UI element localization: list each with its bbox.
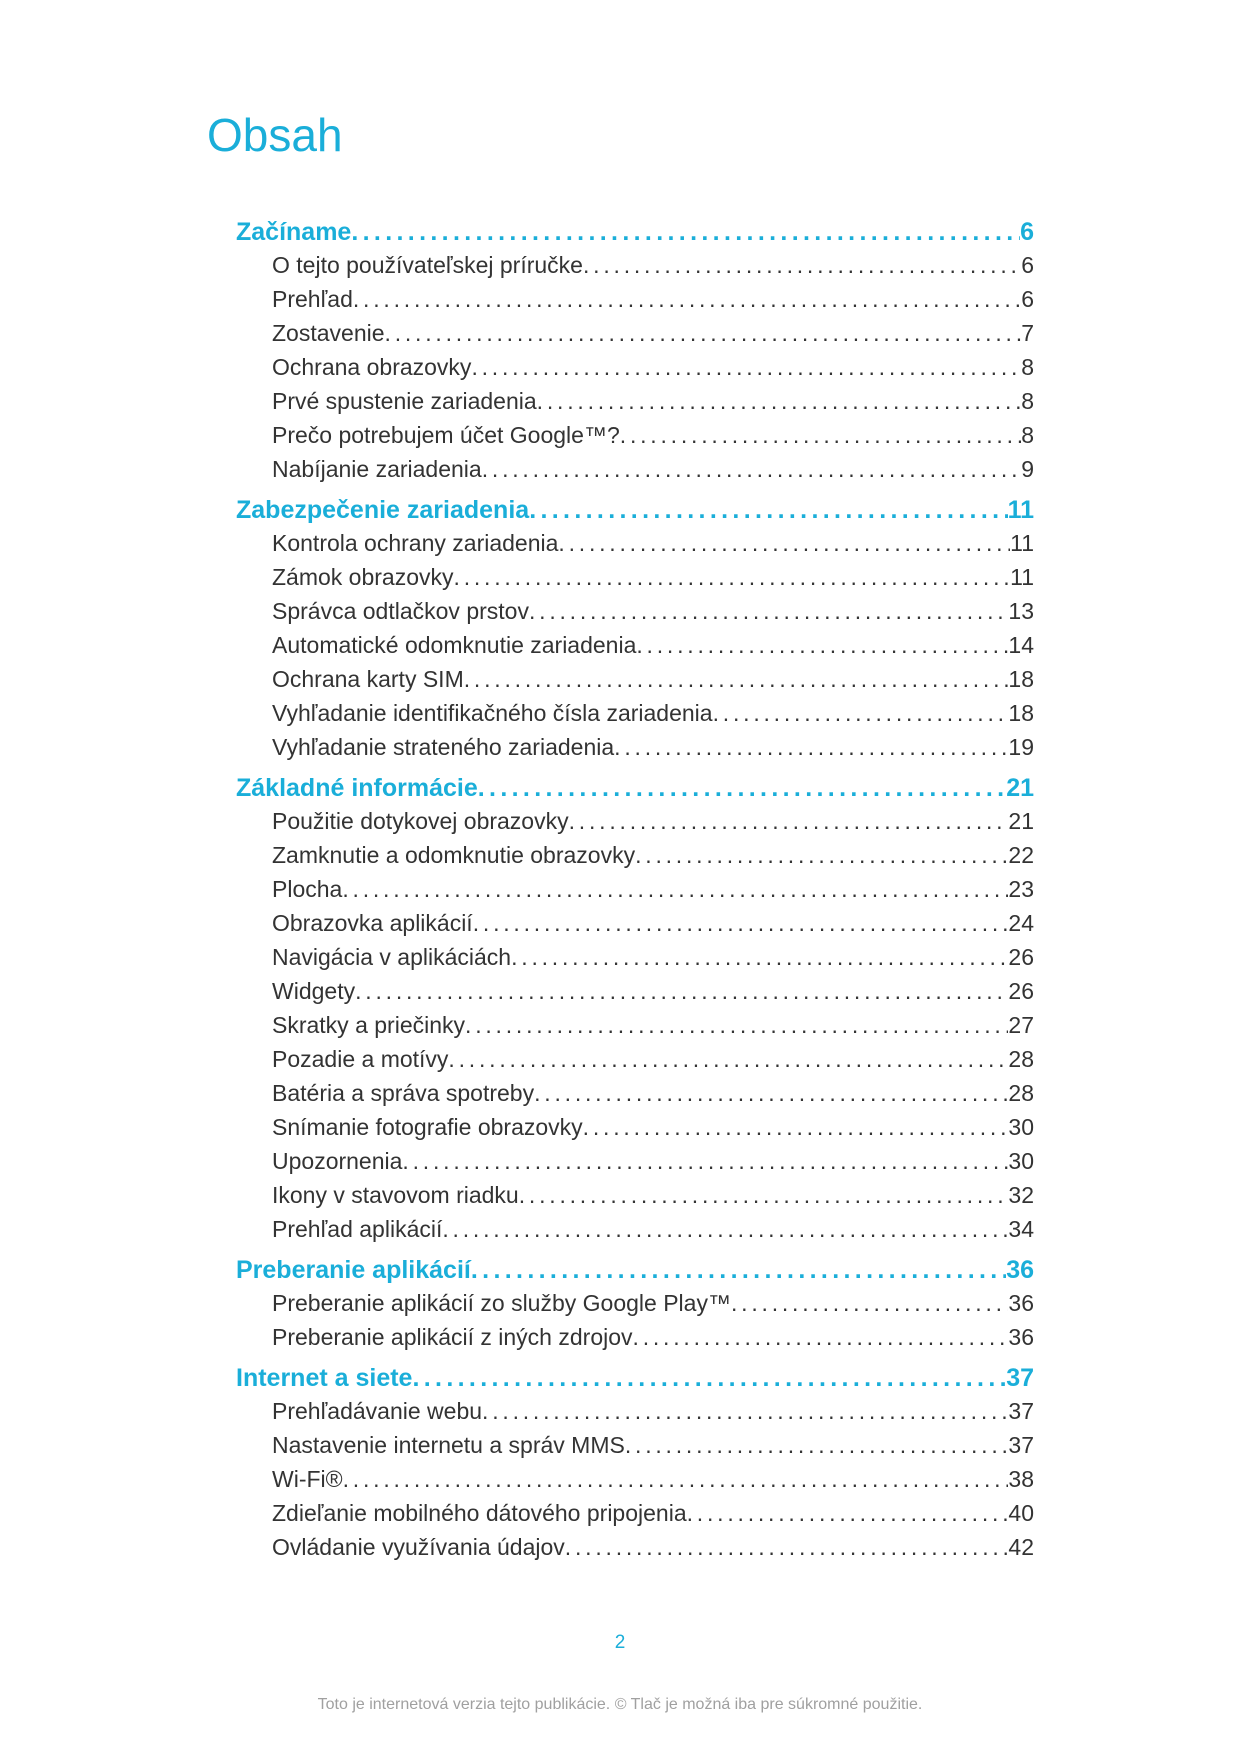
toc-entry[interactable]	[236, 1080, 1034, 1114]
dot-leader	[558, 530, 1010, 557]
toc-entry[interactable]	[236, 1324, 1034, 1358]
toc-entry-page: 7	[1021, 320, 1034, 346]
toc-entry-page: 23	[1008, 876, 1034, 902]
dot-leader	[353, 286, 1021, 313]
toc-entry-page: 30	[1008, 1114, 1034, 1140]
toc-entry-label: Použitie dotykovej obrazovky	[272, 808, 569, 834]
toc-entry-label: Správca odtlačkov prstov	[272, 598, 529, 624]
toc-entry-page: 37	[1008, 1398, 1034, 1424]
toc-entry-label: Vyhľadanie strateného zariadenia	[272, 734, 615, 760]
dot-leader	[537, 388, 1022, 415]
dot-leader	[534, 1080, 1008, 1107]
toc-entry[interactable]	[236, 734, 1034, 768]
dot-leader	[471, 354, 1021, 381]
toc-chapter-page: 36	[1006, 1256, 1034, 1284]
dot-leader	[464, 666, 1009, 693]
toc-chapter-label: Základné informácie	[236, 774, 478, 802]
toc-entry[interactable]	[236, 1398, 1034, 1432]
toc-entry-label: Prehľad aplikácií	[272, 1216, 443, 1242]
toc-entry-page: 8	[1021, 388, 1034, 414]
toc-entry-label: Preberanie aplikácií zo služby Google Play™	[272, 1290, 731, 1316]
dot-leader	[635, 842, 1008, 869]
toc-entry-label: Zostavenie	[272, 320, 385, 346]
toc-entry[interactable]	[236, 1148, 1034, 1182]
toc-entry-page: 32	[1008, 1182, 1034, 1208]
toc-entry[interactable]	[236, 632, 1034, 666]
toc-chapter-label: Internet a siete	[236, 1364, 413, 1392]
toc-entry-page: 11	[1010, 564, 1034, 590]
toc-entry-page: 24	[1008, 910, 1034, 936]
toc-entry-page: 36	[1008, 1324, 1034, 1350]
toc-entry-page: 8	[1021, 422, 1034, 448]
toc-entry[interactable]	[236, 286, 1034, 320]
dot-leader	[636, 632, 1008, 659]
toc-entry-label: Widgety	[272, 978, 356, 1004]
footer-note: Toto je internetová verzia tejto publikácie. © Tlač je možná iba pre súkromné použitie.	[317, 1696, 923, 1713]
toc-entry[interactable]	[236, 1216, 1034, 1250]
toc-entry[interactable]	[236, 388, 1034, 422]
toc-entry[interactable]	[236, 666, 1034, 700]
toc-entry[interactable]	[236, 1012, 1034, 1046]
toc-entry-label: Prehľadávanie webu	[272, 1398, 483, 1424]
page-title: Obsah	[207, 109, 343, 161]
toc-entry-label: Wi-Fi®	[272, 1466, 343, 1492]
toc-entry-label: Zdieľanie mobilného dátového pripojenia	[272, 1500, 687, 1526]
dot-leader	[583, 1114, 1009, 1141]
toc-entry[interactable]	[236, 944, 1034, 978]
toc-entry-label: Navigácia v aplikáciách	[272, 944, 512, 970]
toc-entry-label: Obrazovka aplikácií	[272, 910, 473, 936]
toc-entry-page: 9	[1021, 456, 1034, 482]
toc-entry-page: 26	[1008, 978, 1034, 1004]
dot-leader	[625, 1432, 1009, 1459]
toc-entry[interactable]	[236, 910, 1034, 944]
toc-entry[interactable]	[236, 598, 1034, 632]
dot-leader	[478, 774, 1006, 803]
toc-entry[interactable]	[236, 422, 1034, 456]
toc-entry-label: Kontrola ochrany zariadenia	[272, 530, 559, 556]
toc-chapter-label: Preberanie aplikácií	[236, 1256, 471, 1284]
toc-entry-label: Ovládanie využívania údajov	[272, 1534, 565, 1560]
toc-entry-page: 11	[1010, 530, 1034, 556]
toc-entry[interactable]	[236, 978, 1034, 1012]
toc-entry-label: Prečo potrebujem účet Google™?	[272, 422, 620, 448]
table-of-contents	[236, 218, 1034, 1568]
toc-entry[interactable]	[236, 1534, 1034, 1568]
toc-entry[interactable]	[236, 456, 1034, 490]
toc-entry-label: Preberanie aplikácií z iných zdrojov	[272, 1324, 633, 1350]
toc-entry-page: 22	[1008, 842, 1034, 868]
toc-entry-label: Pozadie a motívy	[272, 1046, 449, 1072]
dot-leader	[448, 1046, 1008, 1073]
dot-leader	[565, 1534, 1009, 1561]
toc-entry-page: 19	[1008, 734, 1034, 760]
toc-entry[interactable]	[236, 1114, 1034, 1148]
toc-entry[interactable]	[236, 354, 1034, 388]
toc-entry-page: 27	[1008, 1012, 1034, 1038]
dot-leader	[620, 422, 1021, 449]
toc-entry[interactable]	[236, 1046, 1034, 1080]
dot-leader	[687, 1500, 1009, 1527]
toc-entry-page: 6	[1021, 252, 1034, 278]
dot-leader	[402, 1148, 1008, 1175]
dot-leader	[633, 1324, 1009, 1351]
dot-leader	[731, 1290, 1008, 1317]
toc-entry-page: 28	[1008, 1046, 1034, 1072]
toc-chapter-page: 37	[1006, 1364, 1034, 1392]
toc-entry[interactable]	[236, 564, 1034, 598]
dot-leader	[343, 1466, 1009, 1493]
toc-entry-page: 14	[1008, 632, 1034, 658]
toc-entry-page: 6	[1021, 286, 1034, 312]
toc-entry[interactable]	[236, 1182, 1034, 1216]
toc-entry[interactable]	[236, 1432, 1034, 1466]
toc-entry[interactable]	[236, 842, 1034, 876]
toc-entry-label: Nastavenie internetu a správ MMS	[272, 1432, 625, 1458]
toc-entry[interactable]	[236, 808, 1034, 842]
toc-entry-label: Ochrana obrazovky	[272, 354, 472, 380]
toc-entry-page: 26	[1008, 944, 1034, 970]
toc-chapter-label: Začíname	[236, 218, 352, 246]
toc-chapter-page: 21	[1006, 774, 1034, 802]
toc-entry-page: 21	[1008, 808, 1034, 834]
toc-entry-label: Skratky a priečinky	[272, 1012, 466, 1038]
toc-entry[interactable]	[236, 1466, 1034, 1500]
toc-chapter[interactable]	[236, 1364, 1034, 1398]
toc-entry-page: 28	[1008, 1080, 1034, 1106]
dot-leader	[385, 320, 1022, 347]
toc-entry-label: Prvé spustenie zariadenia	[272, 388, 537, 414]
toc-chapter[interactable]	[236, 774, 1034, 808]
toc-entry[interactable]	[236, 320, 1034, 354]
toc-entry-label: Automatické odomknutie zariadenia	[272, 632, 637, 658]
toc-entry-label: Zámok obrazovky	[272, 564, 454, 590]
toc-entry-label: Ochrana karty SIM	[272, 666, 464, 692]
toc-chapter-page: 6	[1020, 218, 1034, 246]
toc-entry-page: 18	[1008, 666, 1034, 692]
toc-chapter[interactable]	[236, 218, 1034, 252]
dot-leader	[614, 734, 1008, 761]
dot-leader	[442, 1216, 1008, 1243]
dot-leader	[482, 456, 1022, 483]
toc-entry[interactable]	[236, 700, 1034, 734]
toc-entry-label: Ikony v stavovom riadku	[272, 1182, 519, 1208]
toc-entry-label: O tejto používateľskej príručke	[272, 252, 583, 278]
toc-chapter[interactable]	[236, 496, 1034, 530]
toc-entry-label: Snímanie fotografie obrazovky	[272, 1114, 583, 1140]
dot-leader	[465, 1012, 1008, 1039]
page-number: 2	[614, 1632, 626, 1653]
toc-entry[interactable]	[236, 1500, 1034, 1534]
dot-leader	[482, 1398, 1008, 1425]
dot-leader	[713, 700, 1009, 727]
toc-entry-label: Nabíjanie zariadenia	[272, 456, 482, 482]
toc-entry-page: 34	[1008, 1216, 1034, 1242]
dot-leader	[473, 910, 1009, 937]
toc-entry-page: 37	[1008, 1432, 1034, 1458]
toc-entry[interactable]	[236, 1290, 1034, 1324]
toc-entry[interactable]	[236, 530, 1034, 564]
toc-entry[interactable]	[236, 252, 1034, 286]
dot-leader	[454, 564, 1011, 591]
toc-entry-page: 40	[1008, 1500, 1034, 1526]
dot-leader	[583, 252, 1021, 279]
toc-entry-label: Vyhľadanie identifikačného čísla zariadenia	[272, 700, 713, 726]
toc-entry-label: Plocha	[272, 876, 343, 902]
dot-leader	[412, 1364, 1006, 1393]
dot-leader	[511, 944, 1008, 971]
toc-entry-page: 38	[1008, 1466, 1034, 1492]
toc-entry-page: 36	[1008, 1290, 1034, 1316]
dot-leader	[569, 808, 1009, 835]
toc-entry[interactable]	[236, 876, 1034, 910]
toc-entry-label: Zamknutie a odomknutie obrazovky	[272, 842, 636, 868]
dot-leader	[342, 876, 1008, 903]
toc-chapter-label: Zabezpečenie zariadenia	[236, 496, 530, 524]
dot-leader	[519, 1182, 1009, 1209]
toc-entry-page: 8	[1021, 354, 1034, 380]
dot-leader	[351, 218, 1020, 247]
toc-chapter[interactable]	[236, 1256, 1034, 1290]
dot-leader	[529, 496, 1007, 525]
dot-leader	[355, 978, 1008, 1005]
toc-entry-page: 18	[1008, 700, 1034, 726]
toc-entry-page: 30	[1008, 1148, 1034, 1174]
toc-chapter-page: 11	[1007, 496, 1034, 524]
dot-leader	[471, 1256, 1006, 1285]
toc-entry-page: 42	[1008, 1534, 1034, 1560]
toc-entry-label: Prehľad	[272, 286, 353, 312]
toc-entry-page: 13	[1008, 598, 1034, 624]
toc-entry-label: Upozornenia	[272, 1148, 403, 1174]
dot-leader	[529, 598, 1008, 625]
toc-entry-label: Batéria a správa spotreby	[272, 1080, 535, 1106]
